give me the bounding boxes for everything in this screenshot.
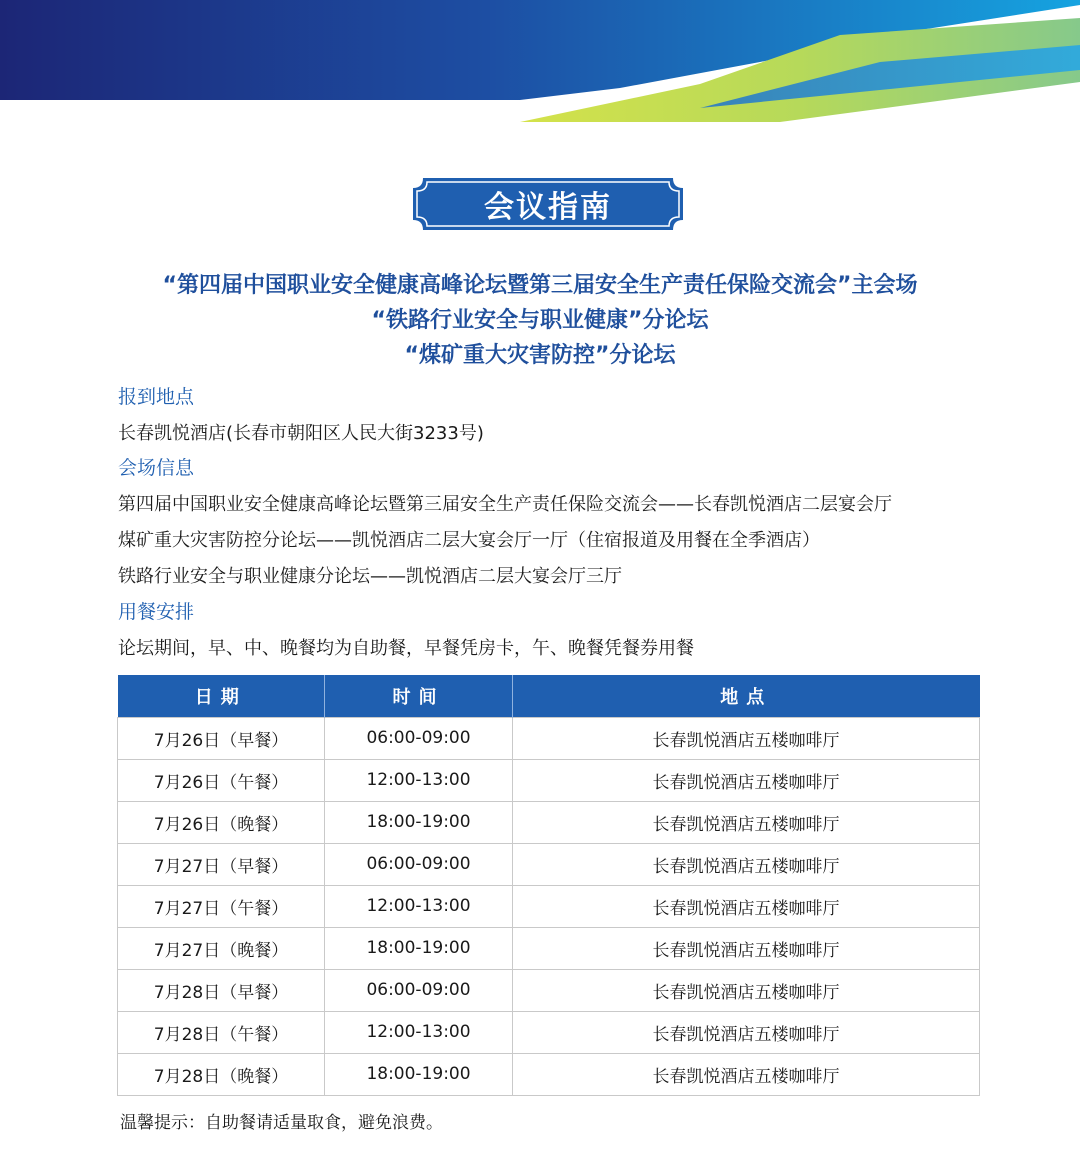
header-date: 日期 bbox=[118, 675, 325, 717]
cell-date: 7月27日（早餐） bbox=[118, 843, 325, 885]
cell-time: 18:00-19:00 bbox=[325, 927, 513, 969]
table-row bbox=[118, 1053, 980, 1095]
page-title: 会议指南 bbox=[484, 190, 612, 225]
cell-location: 长春凯悦酒店五楼咖啡厅 bbox=[513, 969, 980, 1011]
title-badge bbox=[413, 178, 683, 230]
table-row bbox=[118, 801, 980, 843]
cell-time: 18:00-19:00 bbox=[325, 801, 513, 843]
venue-line-railway: 铁路行业安全与职业健康分论坛——凯悦酒店二层大宴会厅三厅 bbox=[118, 566, 622, 587]
dining-label: 用餐安排 bbox=[118, 601, 195, 623]
meal-schedule-table bbox=[117, 675, 980, 1096]
cell-location: 长春凯悦酒店五楼咖啡厅 bbox=[513, 927, 980, 969]
cell-time: 12:00-13:00 bbox=[325, 1011, 513, 1053]
cell-location: 长春凯悦酒店五楼咖啡厅 bbox=[513, 843, 980, 885]
cell-time: 06:00-09:00 bbox=[325, 969, 513, 1011]
cell-date: 7月26日（午餐） bbox=[118, 759, 325, 801]
heading-main-forum: “第四届中国职业安全健康高峰论坛暨第三届安全生产责任保险交流会”主会场 bbox=[162, 273, 918, 298]
table-row bbox=[118, 717, 980, 759]
cell-date: 7月27日（午餐） bbox=[118, 885, 325, 927]
cell-time: 18:00-19:00 bbox=[325, 1053, 513, 1095]
registration-text: 长春凯悦酒店(长春市朝阳区人民大街3233号) bbox=[118, 423, 484, 444]
cell-date: 7月28日（晚餐） bbox=[118, 1053, 325, 1095]
venue-label: 会场信息 bbox=[118, 457, 195, 479]
cell-time: 12:00-13:00 bbox=[325, 885, 513, 927]
venue-line-coal: 煤矿重大灾害防控分论坛——凯悦酒店二层大宴会厅一厅（住宿报道及用餐在全季酒店） bbox=[118, 530, 820, 551]
cell-time: 06:00-09:00 bbox=[325, 717, 513, 759]
cell-location: 长春凯悦酒店五楼咖啡厅 bbox=[513, 885, 980, 927]
cell-time: 06:00-09:00 bbox=[325, 843, 513, 885]
registration-label: 报到地点 bbox=[118, 386, 195, 408]
cell-location: 长春凯悦酒店五楼咖啡厅 bbox=[513, 759, 980, 801]
table-row bbox=[118, 843, 980, 885]
cell-location: 长春凯悦酒店五楼咖啡厅 bbox=[513, 1053, 980, 1095]
cell-date: 7月28日（午餐） bbox=[118, 1011, 325, 1053]
table-row bbox=[118, 927, 980, 969]
table-header-row bbox=[118, 675, 980, 717]
header-banner bbox=[0, 0, 1080, 125]
table-row bbox=[118, 759, 980, 801]
tip-text: 温馨提示：自助餐请适量取食，避免浪费。 bbox=[120, 1113, 443, 1133]
cell-date: 7月27日（晚餐） bbox=[118, 927, 325, 969]
dining-text: 论坛期间，早、中、晚餐均为自助餐，早餐凭房卡，午、晚餐凭餐券用餐 bbox=[118, 638, 694, 659]
cell-location: 长春凯悦酒店五楼咖啡厅 bbox=[513, 1011, 980, 1053]
table-row bbox=[118, 885, 980, 927]
header-location: 地点 bbox=[513, 675, 980, 717]
venue-line-main: 第四届中国职业安全健康高峰论坛暨第三届安全生产责任保险交流会——长春凯悦酒店二层宴会厅 bbox=[118, 494, 892, 515]
forum-headings bbox=[0, 268, 1080, 373]
header-time: 时间 bbox=[325, 675, 513, 717]
heading-coal-forum: “煤矿重大灾害防控”分论坛 bbox=[404, 343, 676, 368]
heading-railway-forum: “铁路行业安全与职业健康”分论坛 bbox=[371, 308, 709, 333]
table-row bbox=[118, 969, 980, 1011]
table-row bbox=[118, 1011, 980, 1053]
cell-location: 长春凯悦酒店五楼咖啡厅 bbox=[513, 717, 980, 759]
cell-date: 7月28日（早餐） bbox=[118, 969, 325, 1011]
cell-time: 12:00-13:00 bbox=[325, 759, 513, 801]
cell-location: 长春凯悦酒店五楼咖啡厅 bbox=[513, 801, 980, 843]
cell-date: 7月26日（早餐） bbox=[118, 717, 325, 759]
cell-date: 7月26日（晚餐） bbox=[118, 801, 325, 843]
